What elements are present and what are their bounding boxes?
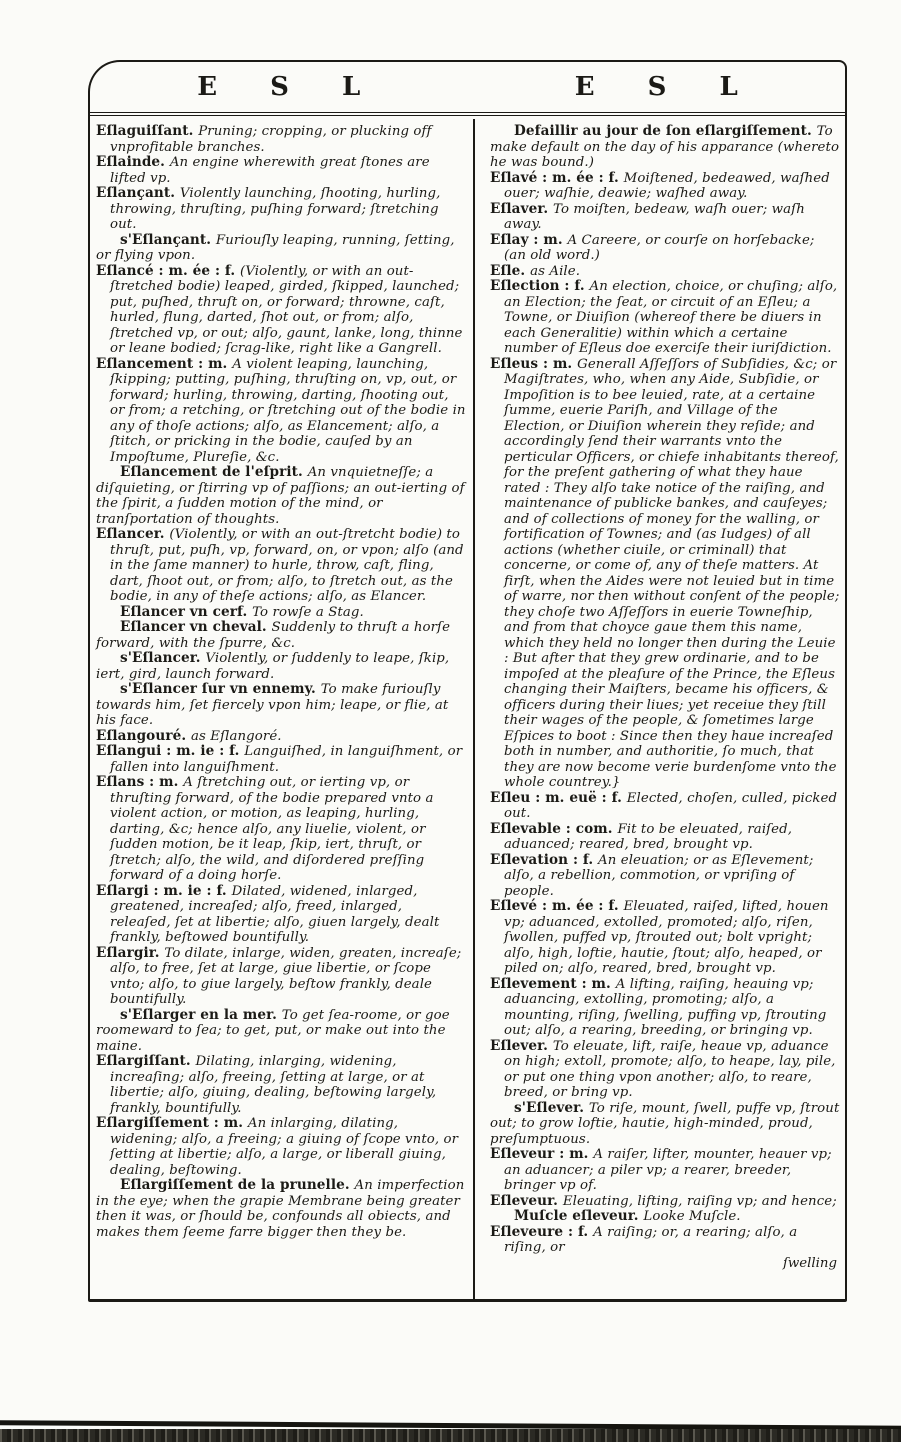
entry-headword: Eſlainde. bbox=[96, 154, 170, 170]
dictionary-entry bbox=[96, 744, 466, 775]
dictionary-entry bbox=[96, 946, 466, 1008]
dictionary-entry bbox=[490, 357, 840, 791]
dictionary-entry bbox=[96, 884, 466, 946]
entry-headword: s'Eſlancer ſur vn ennemy. bbox=[120, 681, 321, 697]
entry-headword: Eſleus : m. bbox=[490, 355, 578, 372]
dictionary-entry bbox=[490, 791, 840, 822]
entry-headword: Eſlavé : m. ée : f. bbox=[490, 169, 624, 186]
entry-definition: To riſe, mount, ſwell, puffe vp, ſtrout out; to grow loftie, hautie, high-minded, proud, preſumptuous. bbox=[490, 1100, 840, 1147]
dictionary-entry bbox=[96, 1178, 466, 1240]
entry-definition: A lifting, raiſing, heauing vp; aduancing, extolling, promoting; alſo, a mounting, riſing, ſwelling, puffing vp, ſtrouting out; alſo, a rearing, breeding, or bringing vp. bbox=[504, 976, 827, 1038]
entry-headword: Eſleveur. bbox=[490, 1192, 563, 1209]
entry-headword: s'Eſlancer. bbox=[120, 650, 206, 666]
dictionary-entry bbox=[96, 620, 466, 651]
dictionary-entry bbox=[490, 1147, 840, 1194]
entry-headword: Eſlevable : com. bbox=[490, 820, 618, 837]
entry-definition: Pruning; cropping, or plucking off vnprofitable branches. bbox=[110, 124, 432, 155]
entry-headword: Eſlay : m. bbox=[490, 231, 568, 248]
dictionary-entry bbox=[96, 775, 466, 884]
dictionary-entry bbox=[490, 279, 840, 357]
entry-definition: To moiſten, bedeaw, waſh ouer; waſh away. bbox=[504, 201, 805, 232]
entry-headword: Eſlargi : m. ie : f. bbox=[96, 882, 232, 899]
entry-definition: A Careere, or courſe on horſebacke; (an old word.) bbox=[504, 232, 815, 263]
entry-definition: A violent leaping, launching, ſkipping; putting, puſhing, thruſting on, vp, out, or forward; hurling, throwing, darting, ſhooting out, or from; a retching, or ſtretching out of the bodie in any of thoſe actions; alſo, as Elancement; alſo, a ſtitch, or pricking in the bodie, cauſed by an Impoſtume, Plureſie, &c. bbox=[110, 356, 466, 465]
entry-headword: Eſlans : m. bbox=[96, 774, 184, 790]
dictionary-entry bbox=[96, 527, 466, 605]
dictionary-entry bbox=[96, 1008, 466, 1055]
entry-definition: Violently launching, ſhooting, hurling, throwing, thruſting, puſhing forward; ſtretching out. bbox=[110, 186, 441, 232]
entry-headword: s'Eſlever. bbox=[514, 1099, 589, 1116]
dictionary-entry bbox=[96, 651, 466, 682]
entry-headword: Eſlection : f. bbox=[490, 278, 590, 294]
page-frame bbox=[88, 60, 847, 1302]
entry-headword: Eſle. bbox=[490, 262, 531, 279]
entry-definition: Generall Aſſeſſors of Subſidies, &c; or Magiſtrates, who, when any Aide, Subſidie, or Impoſition is to bee leuied, rate, at a certaine ſumme, euerie Pariſh, and Village of the Election, or Diuiſion wherein they reſide; and accordingly ſend their warrants vnto the perticular Officers, or chiefe inhabitants thereof, for the preſent gathering of what they haue rated : They alſo take notice of the raiſing, and maintenance of publicke bankes, and cauſeyes; and of collections of money for the walling, or fortification of Townes; and (as Iudges) of all actions (whether ciuile, or criminall) that concerne, or come of, any of theſe matters. At firſt, when the Aides were not leuied but in time of warre, nor then without conſent of the people; they choſe two Aſſeſſors in euerie Towneſhip, and from that choyce gaue them this name, which they held no longer then during the Leuie : But after that they grew ordinarie, and to be impoſed at the pleaſure of the Prince, the Eſleus changing their Maiſters, became his officers, & officers during their liues; yet receiue they ſtill their wages of the people, & ſometimes large Eſpices to boot : Since then they haue increaſed both in number, and authoritie, ſo much, that they are now become verie burdenſome vnto the whole countrey.} bbox=[504, 356, 840, 790]
entry-definition: Looke Muſcle. bbox=[643, 1209, 741, 1224]
entry-definition: Eleuating, lifting, raiſing vp; and hence; bbox=[562, 1193, 837, 1209]
header-rule bbox=[89, 112, 846, 116]
entry-definition: To dilate, inlarge, widen, greaten, increaſe; alſo, to free, ſet at large, giue libertie, or ſcope vnto; alſo, to giue largely, beſtow frankly, deale bountifully. bbox=[110, 945, 462, 1007]
entry-definition: To make furiouſly towards him, ſet fiercely vpon him; leape, or flie, at his face. bbox=[96, 682, 449, 728]
entry-definition: To get ſea-roome, or goe roomeward to ſea; to get, put, or make out into the maine. bbox=[96, 1007, 450, 1054]
dictionary-entry bbox=[490, 853, 840, 900]
dictionary-entry bbox=[490, 977, 840, 1039]
dictionary-entry bbox=[96, 233, 466, 264]
dictionary-entry bbox=[490, 1194, 840, 1210]
entry-definition: An vnquietneſſe; a diſquieting, or ſtirring vp of paſſions; an out-ierting of the ſpirit, a ſudden motion of the mind, or tranſportation of thoughts. bbox=[96, 465, 465, 527]
entry-headword: Eſleu : m. euë : f. bbox=[490, 789, 627, 806]
entry-definition: (Violently, or with an out-ſtretched bodie) leaped, girded, ſkipped, launched; put, puſhed, thruſt on, or forward; throwne, caſt, hurled, flung, darted, ſhot out, or from; alſo, ſtretched vp, or out; alſo, gaunt, lanke, long, thinne or leane bodied; ſcrag-like, right like a Gangrell. bbox=[110, 263, 463, 356]
left-column bbox=[90, 119, 473, 1299]
running-head-right: E S L bbox=[574, 72, 760, 102]
dictionary-entry bbox=[490, 822, 840, 853]
entry-headword: Defaillir au jour de ſon eſlargiſſement. bbox=[514, 123, 817, 139]
dictionary-entry bbox=[490, 124, 840, 171]
entry-headword: Muſcle eſleveur. bbox=[514, 1208, 644, 1224]
dictionary-entry bbox=[96, 124, 466, 155]
entry-headword: Eſleveure : f. bbox=[490, 1223, 594, 1240]
entry-headword: Eſlevé : m. ée : f. bbox=[490, 898, 624, 914]
entry-headword: Eſlangui : m. ie : f. bbox=[96, 743, 245, 759]
entry-headword: Eſlancement de l'eſprit. bbox=[120, 464, 308, 480]
dictionary-entry bbox=[490, 1225, 840, 1256]
dictionary-entry bbox=[96, 605, 466, 621]
entry-definition: To make default on the day of his apparance (whereto he was bound.) bbox=[490, 124, 840, 170]
dictionary-entry bbox=[96, 357, 466, 466]
entry-headword: s'Eſlarger en la mer. bbox=[120, 1006, 282, 1023]
entry-definition: as Aile. bbox=[530, 263, 581, 279]
entry-definition: Dilating, inlarging, widening, increaſing; alſo, freeing, ſetting at large, or at libertie; alſo, giuing, dealing, beſtowing largely, frankly, bountifully. bbox=[110, 1054, 437, 1116]
text-columns bbox=[90, 119, 845, 1299]
entry-headword: Eſlangouré. bbox=[96, 727, 191, 744]
entry-definition: An election, choice, or chuſing; alſo, an Election; the ſeat, or circuit of an Eſleu; a Towne, or Diuiſion (whereof there be diuers in each Generalitie) within which a certaine number of Eſleus doe exerciſe their iuriſdiction. bbox=[504, 279, 838, 356]
dictionary-entry bbox=[490, 1039, 840, 1101]
running-head-left: E S L bbox=[197, 72, 383, 102]
dictionary-entry bbox=[96, 729, 466, 745]
entry-headword: Eſlevement : m. bbox=[490, 975, 616, 992]
entry-definition: An engine wherewith great ſtones are lifted vp. bbox=[110, 155, 430, 186]
entry-headword: Eſleveur : m. bbox=[490, 1146, 594, 1162]
dictionary-entry bbox=[96, 1054, 466, 1116]
entry-definition: An eleuation; or as Eſlevement; alſo, a rebellion, commotion, or vpriſing of people. bbox=[504, 852, 814, 899]
entry-definition: Violently, or ſuddenly to leape, ſkip, iert, gird, launch forward. bbox=[96, 651, 450, 682]
dictionary-entry bbox=[490, 171, 840, 202]
catchword: ſwelling bbox=[782, 1255, 837, 1271]
entry-definition: An imperfection in the eye; when the grapie Membrane being greater then it was, or ſhould be, confounds all obiects, and makes them ſeeme farre bigger then they be. bbox=[96, 1178, 465, 1240]
dictionary-entry bbox=[490, 1101, 840, 1148]
entry-definition: Fit to be eleuated, raiſed, aduanced; reared, bred, brought vp. bbox=[504, 821, 793, 852]
entry-definition: A ſtretching out, or ierting vp, or thruſting forward, of the bodie prepared vnto a violent action, or motion, as leaping, hurling, darting, &c; hence alſo, any liuelie, violent, or ſudden motion, be it leap, ſkip, iert, thruſt, or ſtretch; alſo, the wild, and diſordered preſſing forward of a doing horſe. bbox=[110, 775, 434, 883]
right-column bbox=[475, 119, 845, 1299]
entry-definition: A raiſer, lifter, mounter, heauer vp; an aduancer; a piler vp; a rearer, breeder, bringer vp of. bbox=[504, 1147, 832, 1193]
entry-definition: To eleuate, lift, raiſe, heaue vp, aduance on high; extoll, promote; alſo, to heape, lay, pile, or put one thing vpon another; alſo, to reare, breed, or bring vp. bbox=[504, 1038, 836, 1100]
entry-headword: Eſlancer vn cerf. bbox=[120, 603, 253, 620]
entry-definition: (Violently, or with an out-ſtretcht bodie) to thruſt, put, puſh, vp, forward, on, or vpon; alſo (and in the ſame manner) to hurle, throw, caſt, fling, dart, ſhoot out, or from; alſo, to ſtretch out, as the bodie, in any of theſe actions; alſo, as Elancer. bbox=[110, 527, 464, 604]
entry-headword: s'Eſlançant. bbox=[120, 231, 216, 248]
dictionary-entry bbox=[96, 155, 466, 186]
entry-headword: Eſlargiſſant. bbox=[96, 1053, 196, 1069]
entry-headword: Eſlançant. bbox=[96, 185, 180, 201]
entry-definition: Dilated, widened, inlarged, greatened, increaſed; alſo, freed, inlarged, releaſed, ſet at libertie; alſo, giuen largely, dealt frankly, beſtowed bountifully. bbox=[110, 883, 440, 945]
entry-definition: Moiſtened, bedeawed, waſhed ouer; waſhie, deawie; waſhed away. bbox=[504, 170, 830, 201]
entry-definition: Elected, choſen, culled, picked out. bbox=[504, 790, 838, 821]
entry-headword: Eſlancer. bbox=[96, 526, 170, 542]
entry-definition: Eleuated, raiſed, lifted, houen vp; aduanced, extolled, promoted; alſo, riſen, ſwollen, puffed vp, ſtrouted out; bolt vpright; alſo, high, loftie, hautie, ſtout; alſo, heaped, or piled on; alſo, reared, bred, brought vp. bbox=[504, 899, 829, 976]
entry-definition: To rowſe a Stag. bbox=[252, 604, 364, 620]
entry-definition: Suddenly to thruſt a horſe forward, with the ſpurre, &c. bbox=[96, 620, 451, 651]
entry-headword: Eſlaver. bbox=[490, 200, 554, 217]
entry-headword: Eſlancer vn cheval. bbox=[120, 619, 272, 635]
dictionary-entry bbox=[490, 233, 840, 264]
entry-definition: Languiſhed, in languiſhment, or fallen into languiſhment. bbox=[110, 744, 463, 775]
dictionary-entry bbox=[490, 202, 840, 233]
entry-definition: A raiſing; or, a rearing; alſo, a riſing, or bbox=[504, 1224, 798, 1255]
dictionary-entry bbox=[96, 1116, 466, 1178]
entry-headword: Eſlever. bbox=[490, 1037, 553, 1054]
dictionary-entry bbox=[96, 682, 466, 729]
entry-headword: Eſlargir. bbox=[96, 944, 165, 961]
dictionary-entry bbox=[490, 264, 840, 280]
entry-headword: Eſlargiſſement de la prunelle. bbox=[120, 1177, 355, 1193]
entry-headword: Eſlargiſſement : m. bbox=[96, 1115, 248, 1131]
entry-definition: as Eſlangoré. bbox=[191, 728, 282, 744]
entry-headword: Eſlaguiſſant. bbox=[96, 123, 199, 139]
entry-headword: Eſlancé : m. ée : f. bbox=[96, 262, 241, 279]
running-head-row bbox=[90, 64, 845, 110]
dictionary-entry bbox=[96, 186, 466, 233]
dictionary-entry bbox=[490, 899, 840, 977]
entry-definition: Furiouſly leaping, running, ſetting, or flying vpon. bbox=[96, 232, 455, 263]
dictionary-entry bbox=[96, 465, 466, 527]
dictionary-entry bbox=[490, 1209, 840, 1225]
entry-headword: Eſlancement : m. bbox=[96, 355, 233, 372]
scan-edge-artifact bbox=[0, 1429, 901, 1442]
dictionary-entry bbox=[96, 264, 466, 357]
entry-headword: Eſlevation : f. bbox=[490, 851, 599, 868]
entry-definition: An inlarging, dilating, widening; alſo, a freeing; a giuing of ſcope vnto, or ſetting at libertie; alſo, a large, or liberall giuing, dealing, beſtowing. bbox=[110, 1116, 459, 1178]
